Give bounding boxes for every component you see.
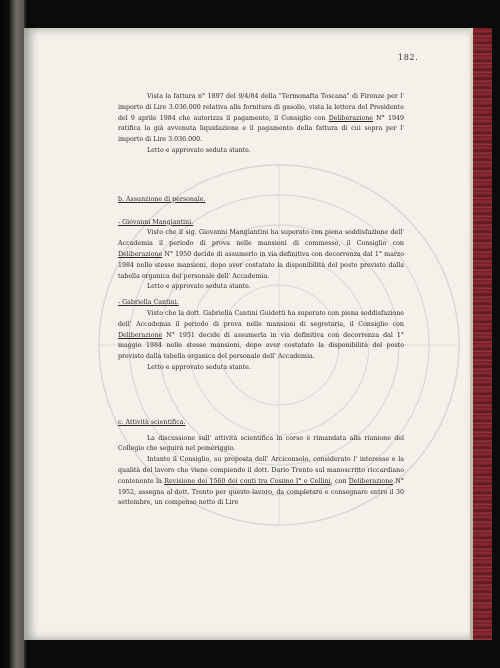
approved-line: Letto e approvato seduta stante. [147, 146, 251, 154]
approved-line: Letto e approvato seduta stante. [147, 283, 251, 291]
approved-line: Letto e approvato seduta stante. [147, 363, 251, 371]
section-heading-b: b. Assunzione di personale. [118, 195, 206, 203]
paragraph-invoice: Vista la fattura n° 1897 del 9/4/84 della "Termonafta Toscana" di Firenze per l' importo di Lire 3.036.000 relativa alla fornitura di gasolio, vista la lettera del Presidente del 9 aprile 1984 che autorizza il pagamento, il Consiglio con Deliberazione N° 1949 ratifica la già avvenuta liquidazione e il pagamento della fattura di cui sopra per l' importo di Lire 3.036.000. [118, 93, 404, 144]
page-number: 182. [398, 52, 419, 62]
paragraph-scientific: La discussione sull' attività scientifica in corso è rimandata alla riunione del Collegio che seguirà nel pomeriggio. [118, 434, 404, 453]
subheading-cantini: - Gabriella Cantini. [118, 299, 179, 307]
paragraph-trento: Intanto il Consiglio, su proposta dell' Arciconsolo, considerato l' interesse e la qualità del lavoro che viene compiendo il dott. Dario Trento sul manoscritto riccardiano contenente la Revisione dei 1560 dei conti tra Cosimo I° e Cellini, con Deliberazione N° 1952, assegna al dott. Trento per questo lavoro, da completare e consegnare entro il 30 settembre, un compenso netto di Lire [118, 456, 404, 507]
document-body [118, 92, 404, 509]
book-spine-right [470, 28, 492, 640]
section-heading-c: c. Attività scientifica. [118, 418, 186, 426]
binding-strip [10, 0, 24, 668]
subheading-mangiantini: - Giovanni Mangiantini. [118, 218, 194, 226]
paragraph-mangiantini: Visto che il sig. Giovanni Mangiantini ha superato con piena soddisfazione dell' Accademia il periodo di prova nelle mansioni di commesso, il Consiglio con Deliberazione N° 1950 decide di assumerlo in via definitiva con decorrenza dal 1° marzo 1984 nelle stesse mansioni, dopo aver costatato la disponibilità del posto previsto dalla tabella organica del personale dell' Accademia. [118, 229, 404, 280]
paragraph-cantini: Visto che la dott. Gabriella Cantini Guidetti ha superato con piena soddisfazione dell' Accademia il periodo di prova nelle mansioni di segretaria, il Consiglio con Deliberazione N° 1951 decide di assumerla in via definitiva con decorrenza dal 1° maggio 1984 nelle stesse mansioni, dopo aver costatato la disponibilità del posto previsto dalla tabella organica del personale dell' Accademia. [118, 309, 404, 361]
